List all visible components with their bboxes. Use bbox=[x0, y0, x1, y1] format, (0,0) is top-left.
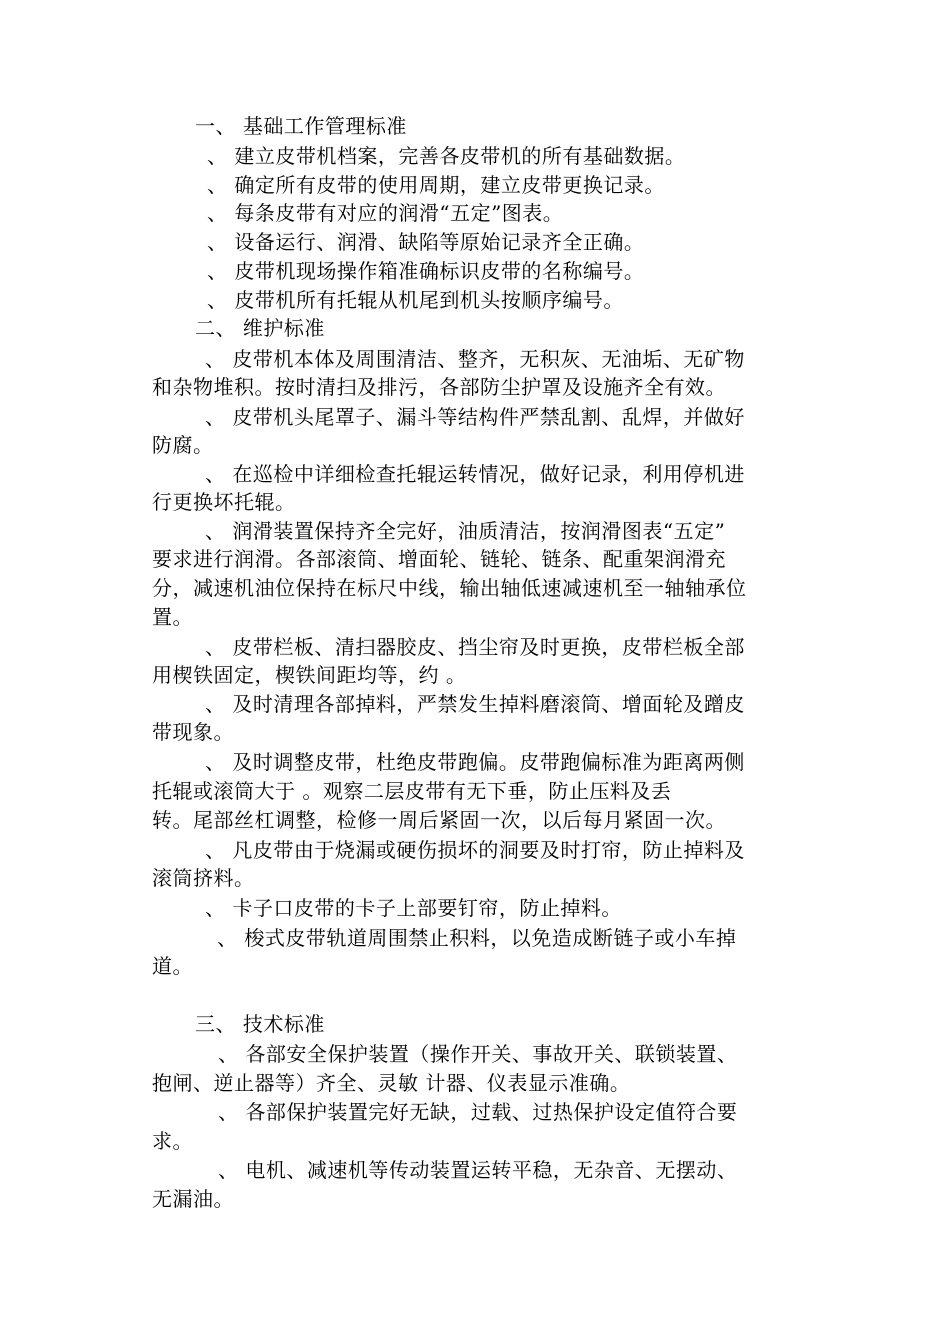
section-heading-maintenance: 二、 维护标准 bbox=[195, 316, 325, 340]
maintenance-item-2-line-1: 、 皮带机头尾罩子、漏斗等结构件严禁乱割、乱焊，并做好 bbox=[205, 405, 745, 429]
basic-item-3: 、 每条皮带有对应的润滑“五定”图表。 bbox=[207, 201, 564, 225]
section-heading-basic-management: 一、 基础工作管理标准 bbox=[195, 114, 407, 138]
maintenance-item-4-line-2: 要求进行润滑。各部滚筒、增面轮、链轮、链条、配重架润滑充 bbox=[152, 547, 726, 571]
maintenance-item-2-line-2: 防腐。 bbox=[152, 433, 214, 457]
basic-item-5: 、 皮带机现场操作箱准确标识皮带的名称编号。 bbox=[207, 259, 645, 283]
maintenance-item-1-line-1: 、 皮带机本体及周围清洁、整齐，无积灰、无油垢、无矿物 bbox=[205, 347, 745, 371]
technical-item-1-line-1: 、 各部安全保护装置（操作开关、事故开关、联锁装置、 bbox=[218, 1042, 738, 1066]
basic-item-2: 、 确定所有皮带的使用周期，建立皮带更换记录。 bbox=[207, 173, 665, 197]
maintenance-item-10-line-2: 道。 bbox=[152, 954, 193, 978]
maintenance-item-1-line-2: 和杂物堆积。按时清扫及排污，各部防尘护罩及设施齐全有效。 bbox=[152, 375, 726, 399]
basic-item-6: 、 皮带机所有托辊从机尾到机头按顺序编号。 bbox=[207, 288, 624, 312]
maintenance-item-8-line-1: 、 凡皮带由于烧漏或硬伤损坏的洞要及时打帘，防止掉料及 bbox=[205, 838, 745, 862]
maintenance-item-3-line-1: 、 在巡检中详细检查托辊运转情况，做好记录，利用停机进 bbox=[205, 462, 745, 486]
maintenance-item-10-line-1: 、 梭式皮带轨道周围禁止积料，以免造成断链子或小车掉 bbox=[217, 926, 737, 950]
basic-item-1: 、 建立皮带机档案，完善各皮带机的所有基础数据。 bbox=[207, 144, 686, 168]
technical-item-3-line-2: 无漏油。 bbox=[152, 1187, 234, 1211]
maintenance-item-4-line-4: 置。 bbox=[152, 605, 193, 629]
technical-item-3-line-1: 、 电机、减速机等传动装置运转平稳，无杂音、无摆动、 bbox=[218, 1158, 738, 1182]
basic-item-4: 、 设备运行、润滑、缺陷等原始记录齐全正确。 bbox=[207, 230, 645, 254]
maintenance-item-3-line-2: 行更换坏托辊。 bbox=[152, 490, 296, 514]
maintenance-item-7-line-2: 托辊或滚筒大于 。观察二层皮带有无下垂，防止压料及丢 bbox=[152, 779, 672, 803]
technical-item-2-line-1: 、 各部保护装置完好无缺，过载、过热保护设定值符合要 bbox=[218, 1100, 738, 1124]
maintenance-item-4-line-3: 分，减速机油位保持在标尺中线，输出轴低速减速机至一轴轴承位 bbox=[152, 576, 747, 600]
maintenance-item-6-line-1: 、 及时清理各部掉料，严禁发生掉料磨滚筒、增面轮及蹭皮 bbox=[205, 692, 745, 716]
maintenance-item-9: 、 卡子口皮带的卡子上部要钉帘，防止掉料。 bbox=[205, 896, 622, 920]
maintenance-item-7-line-1: 、 及时调整皮带，杜绝皮带跑偏。皮带跑偏标准为距离两侧 bbox=[205, 750, 745, 774]
maintenance-item-6-line-2: 带现象。 bbox=[152, 720, 234, 744]
maintenance-item-4-line-1: 、 润滑装置保持齐全完好，油质清洁，按润滑图表“五定” bbox=[205, 519, 726, 543]
technical-item-2-line-2: 求。 bbox=[152, 1129, 193, 1153]
maintenance-item-5-line-2: 用楔铁固定，楔铁间距均等，约 。 bbox=[152, 663, 467, 687]
maintenance-item-7-line-3: 转。尾部丝杠调整，检修一周后紧固一次，以后每月紧固一次。 bbox=[152, 808, 726, 832]
technical-item-1-line-2: 抱闸、逆止器等）齐全、灵敏 计器、仪表显示准确。 bbox=[152, 1071, 631, 1095]
section-heading-technical: 三、 技术标准 bbox=[195, 1012, 325, 1036]
maintenance-item-8-line-2: 滚筒挤料。 bbox=[152, 866, 255, 890]
maintenance-item-5-line-1: 、 皮带栏板、清扫器胶皮、挡尘帘及时更换，皮带栏板全部 bbox=[205, 635, 745, 659]
